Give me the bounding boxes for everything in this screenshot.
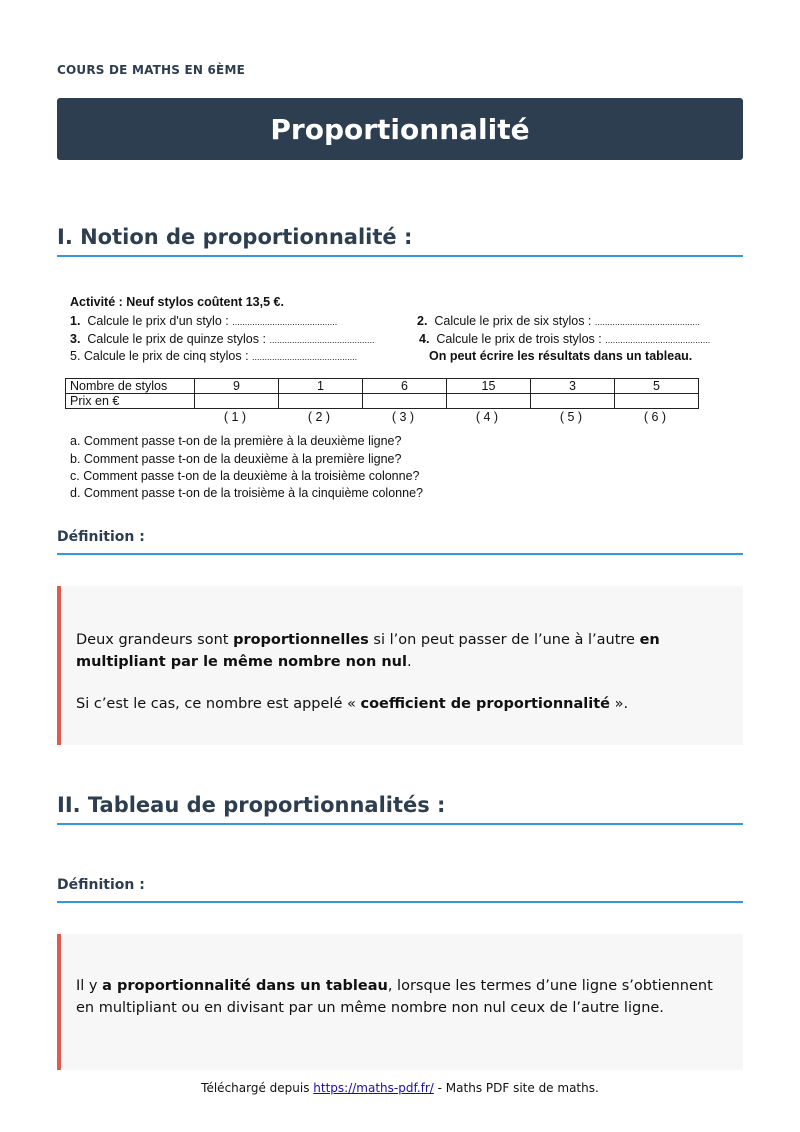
footer-suffix: - Maths PDF site de maths. [433,1081,599,1095]
text-span: , lorsque les termes d’une ligne s’obtiennent en multipliant ou en divisant par un même nombre non nul ceux de l’autre ligne. [76,978,713,1016]
question-2: 2. Calcule le prix de six stylos : .......................................... [417,314,700,328]
question-3: 3. Calcule le prix de quinze stylos : .......................................... [70,332,375,346]
activity-label: Activité [70,295,116,309]
question-3-text: Calcule le prix de quinze stylos : [87,332,266,346]
definition-heading-1: Définition : [57,529,743,555]
table-cell: 9 [195,379,279,394]
column-index: ( 4 ) [475,410,499,424]
text-span: Deux grandeurs sont [76,632,234,648]
question-a: a. Comment passe t-on de la première à la deuxième ligne? [70,434,402,448]
definition-paragraph-1 [76,629,719,673]
answer-dots: .......................................... [605,335,711,345]
definition-paragraph-2 [76,693,719,715]
question-4-text: Calcule le prix de trois stylos : [436,332,602,346]
question-b: b. Comment passe t-on de la deuxième à la première ligne? [70,452,402,466]
definition-box-2 [57,934,743,1070]
question-d: d. Comment passe t-on de la troisième à la cinquième colonne? [70,486,423,500]
table-cell: 5 [615,379,699,394]
question-4: 4. Calcule le prix de trois stylos : .......................................... [419,332,711,346]
table-cell-empty [531,394,615,409]
footer-prefix: Téléchargé depuis [201,1081,314,1095]
title-banner [57,98,743,160]
row-label-prix: Prix en € [66,394,195,409]
column-index: ( 1 ) [223,410,247,424]
text-span: Il y [76,978,103,994]
answer-dots: .......................................... [232,317,338,327]
bold-term: coefficient de proportionnalité [360,696,610,712]
definition-paragraph-3 [76,975,719,1019]
answer-dots: .......................................... [269,335,375,345]
text-span: Si c’est le cas, ce nombre est appelé « [76,696,361,712]
question-c: c. Comment passe t-on de la deuxième à la troisième colonne? [70,469,420,483]
footer [0,1081,800,1095]
question-2-text: Calcule le prix de six stylos : [434,314,592,328]
section-heading-2: II. Tableau de proportionnalités : [57,793,743,825]
activity-intro [70,295,284,309]
course-kicker: COURS DE MATHS EN 6ÈME [57,63,245,77]
footer-link[interactable]: https://maths-pdf.fr/ [313,1081,434,1095]
column-index: ( 3 ) [391,410,415,424]
text-span: . [406,654,412,670]
bold-term: en multipliant par le même nombre non nul [76,632,660,670]
bold-term: proportionnelles [233,632,369,648]
table-row [66,379,699,394]
question-5-text: 5. Calcule le prix de cinq stylos : [70,349,249,363]
question-1: 1. Calcule le prix d'un stylo : .......................................... [70,314,338,328]
table-cell-empty [195,394,279,409]
activity-note: On peut écrire les résultats dans un tableau. [429,349,693,363]
column-index: ( 2 ) [307,410,331,424]
page-title: Proportionnalité [270,112,530,146]
table-cell: 6 [363,379,447,394]
table-cell-empty [363,394,447,409]
table-cell: 3 [531,379,615,394]
definition-heading-2: Définition : [57,877,743,903]
table-cell-empty [615,394,699,409]
question-5 [70,349,357,363]
text-span: ». [610,696,629,712]
table-cell: 1 [279,379,363,394]
table-row [66,394,699,409]
activity-figure [65,293,745,508]
table-cell: 15 [447,379,531,394]
column-index: ( 5 ) [559,410,583,424]
definition-box-1 [57,586,743,745]
table-cell-empty [279,394,363,409]
section-heading-1: I. Notion de proportionnalité : [57,225,743,257]
answer-dots: .......................................... [252,352,358,362]
activity-statement: : Neuf stylos coûtent 13,5 €. [115,295,284,309]
text-span: si l’on peut passer de l’une à l’autre [368,632,640,648]
stylos-table [65,378,699,409]
answer-dots: .......................................... [594,317,700,327]
table-cell-empty [447,394,531,409]
row-label-nombre: Nombre de stylos [66,379,195,394]
bold-term: a proportionnalité dans un tableau [102,978,388,994]
column-index: ( 6 ) [643,410,667,424]
question-1-text: Calcule le prix d'un stylo : [87,314,229,328]
